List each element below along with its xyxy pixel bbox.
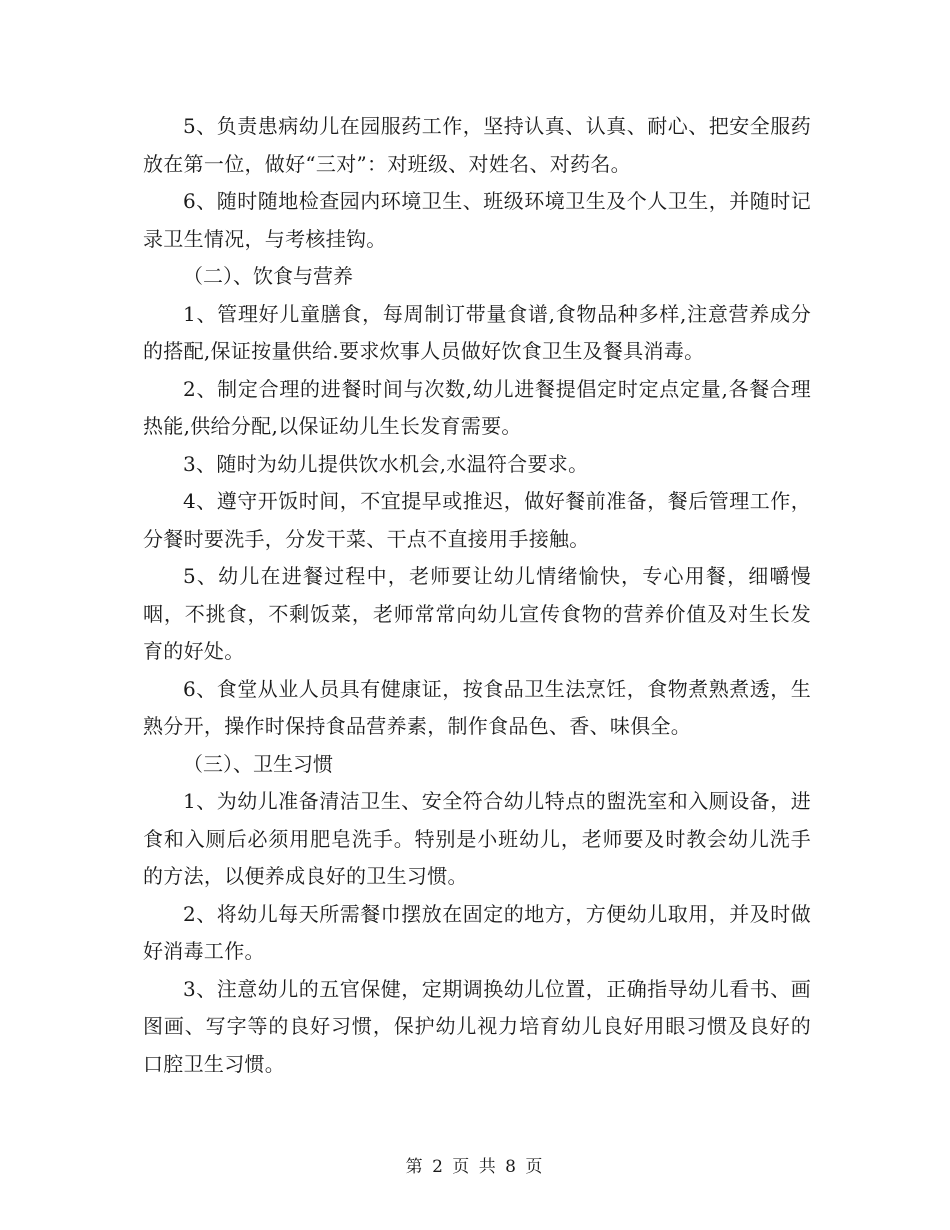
document-body (143, 108, 811, 1083)
paragraph-diet-6: 6、食堂从业人员具有健康证，按食品卫生法烹饪，食物煮熟煮透，生熟分开，操作时保持食品营养素，制作食品色、香、味俱全。 (143, 676, 811, 738)
section-heading-diet: （二）、饮食与营养 (183, 264, 353, 288)
paragraph-diet-1: 1、管理好儿童膳食，每周制订带量食谱,食物品种多样,注意营养成分的搭配,保证按量供给.要求炊事人员做好饮食卫生及餐具消毒。 (143, 301, 811, 363)
paragraph-habits-1: 1、为幼儿准备清洁卫生、安全符合幼儿特点的盥洗室和入厕设备，进食和入厕后必须用肥皂洗手。特别是小班幼儿，老师要及时教会幼儿洗手的方法，以便养成良好的卫生习惯。 (143, 789, 811, 888)
paragraph-habits-3: 3、注意幼儿的五官保健，定期调换幼儿位置，正确指导幼儿看书、画图画、写字等的良好习惯，保护幼儿视力培育幼儿良好用眼习惯及良好的口腔卫生习惯。 (143, 976, 811, 1076)
paragraph-diet-2: 2、制定合理的进餐时间与次数,幼儿进餐提倡定时定点定量,各餐合理热能,供给分配,以保证幼儿生长发育需要。 (143, 376, 811, 438)
paragraph-habits-2: 2、将幼儿每天所需餐巾摆放在固定的地方，方便幼儿取用，并及时做好消毒工作。 (143, 901, 811, 963)
paragraph-medicine: 5、负责患病幼儿在园服药工作，坚持认真、认真、耐心、把安全服药放在第一位，做好“三对”：对班级、对姓名、对药名。 (143, 114, 811, 176)
paragraph-diet-5: 5、幼儿在进餐过程中，老师要让幼儿情绪愉快，专心用餐，细嚼慢咽，不挑食，不剩饭菜，老师常常向幼儿宣传食物的营养价值及对生长发育的好处。 (143, 564, 811, 663)
paragraph-diet-4: 4、遵守开饭时间，不宜提早或推迟，做好餐前准备，餐后管理工作，分餐时要洗手，分发干菜、干点不直接用手接触。 (143, 489, 811, 551)
paragraph-hygiene-check: 6、随时随地检查园内环境卫生、班级环境卫生及个人卫生，并随时记录卫生情况，与考核挂钩。 (143, 189, 811, 251)
section-heading-habits: （三）、卫生习惯 (183, 751, 333, 776)
paragraph-diet-3: 3、随时为幼儿提供饮水机会,水温符合要求。 (183, 451, 589, 476)
page-number-footer: 第 2 页 共 8 页 (405, 1157, 545, 1177)
